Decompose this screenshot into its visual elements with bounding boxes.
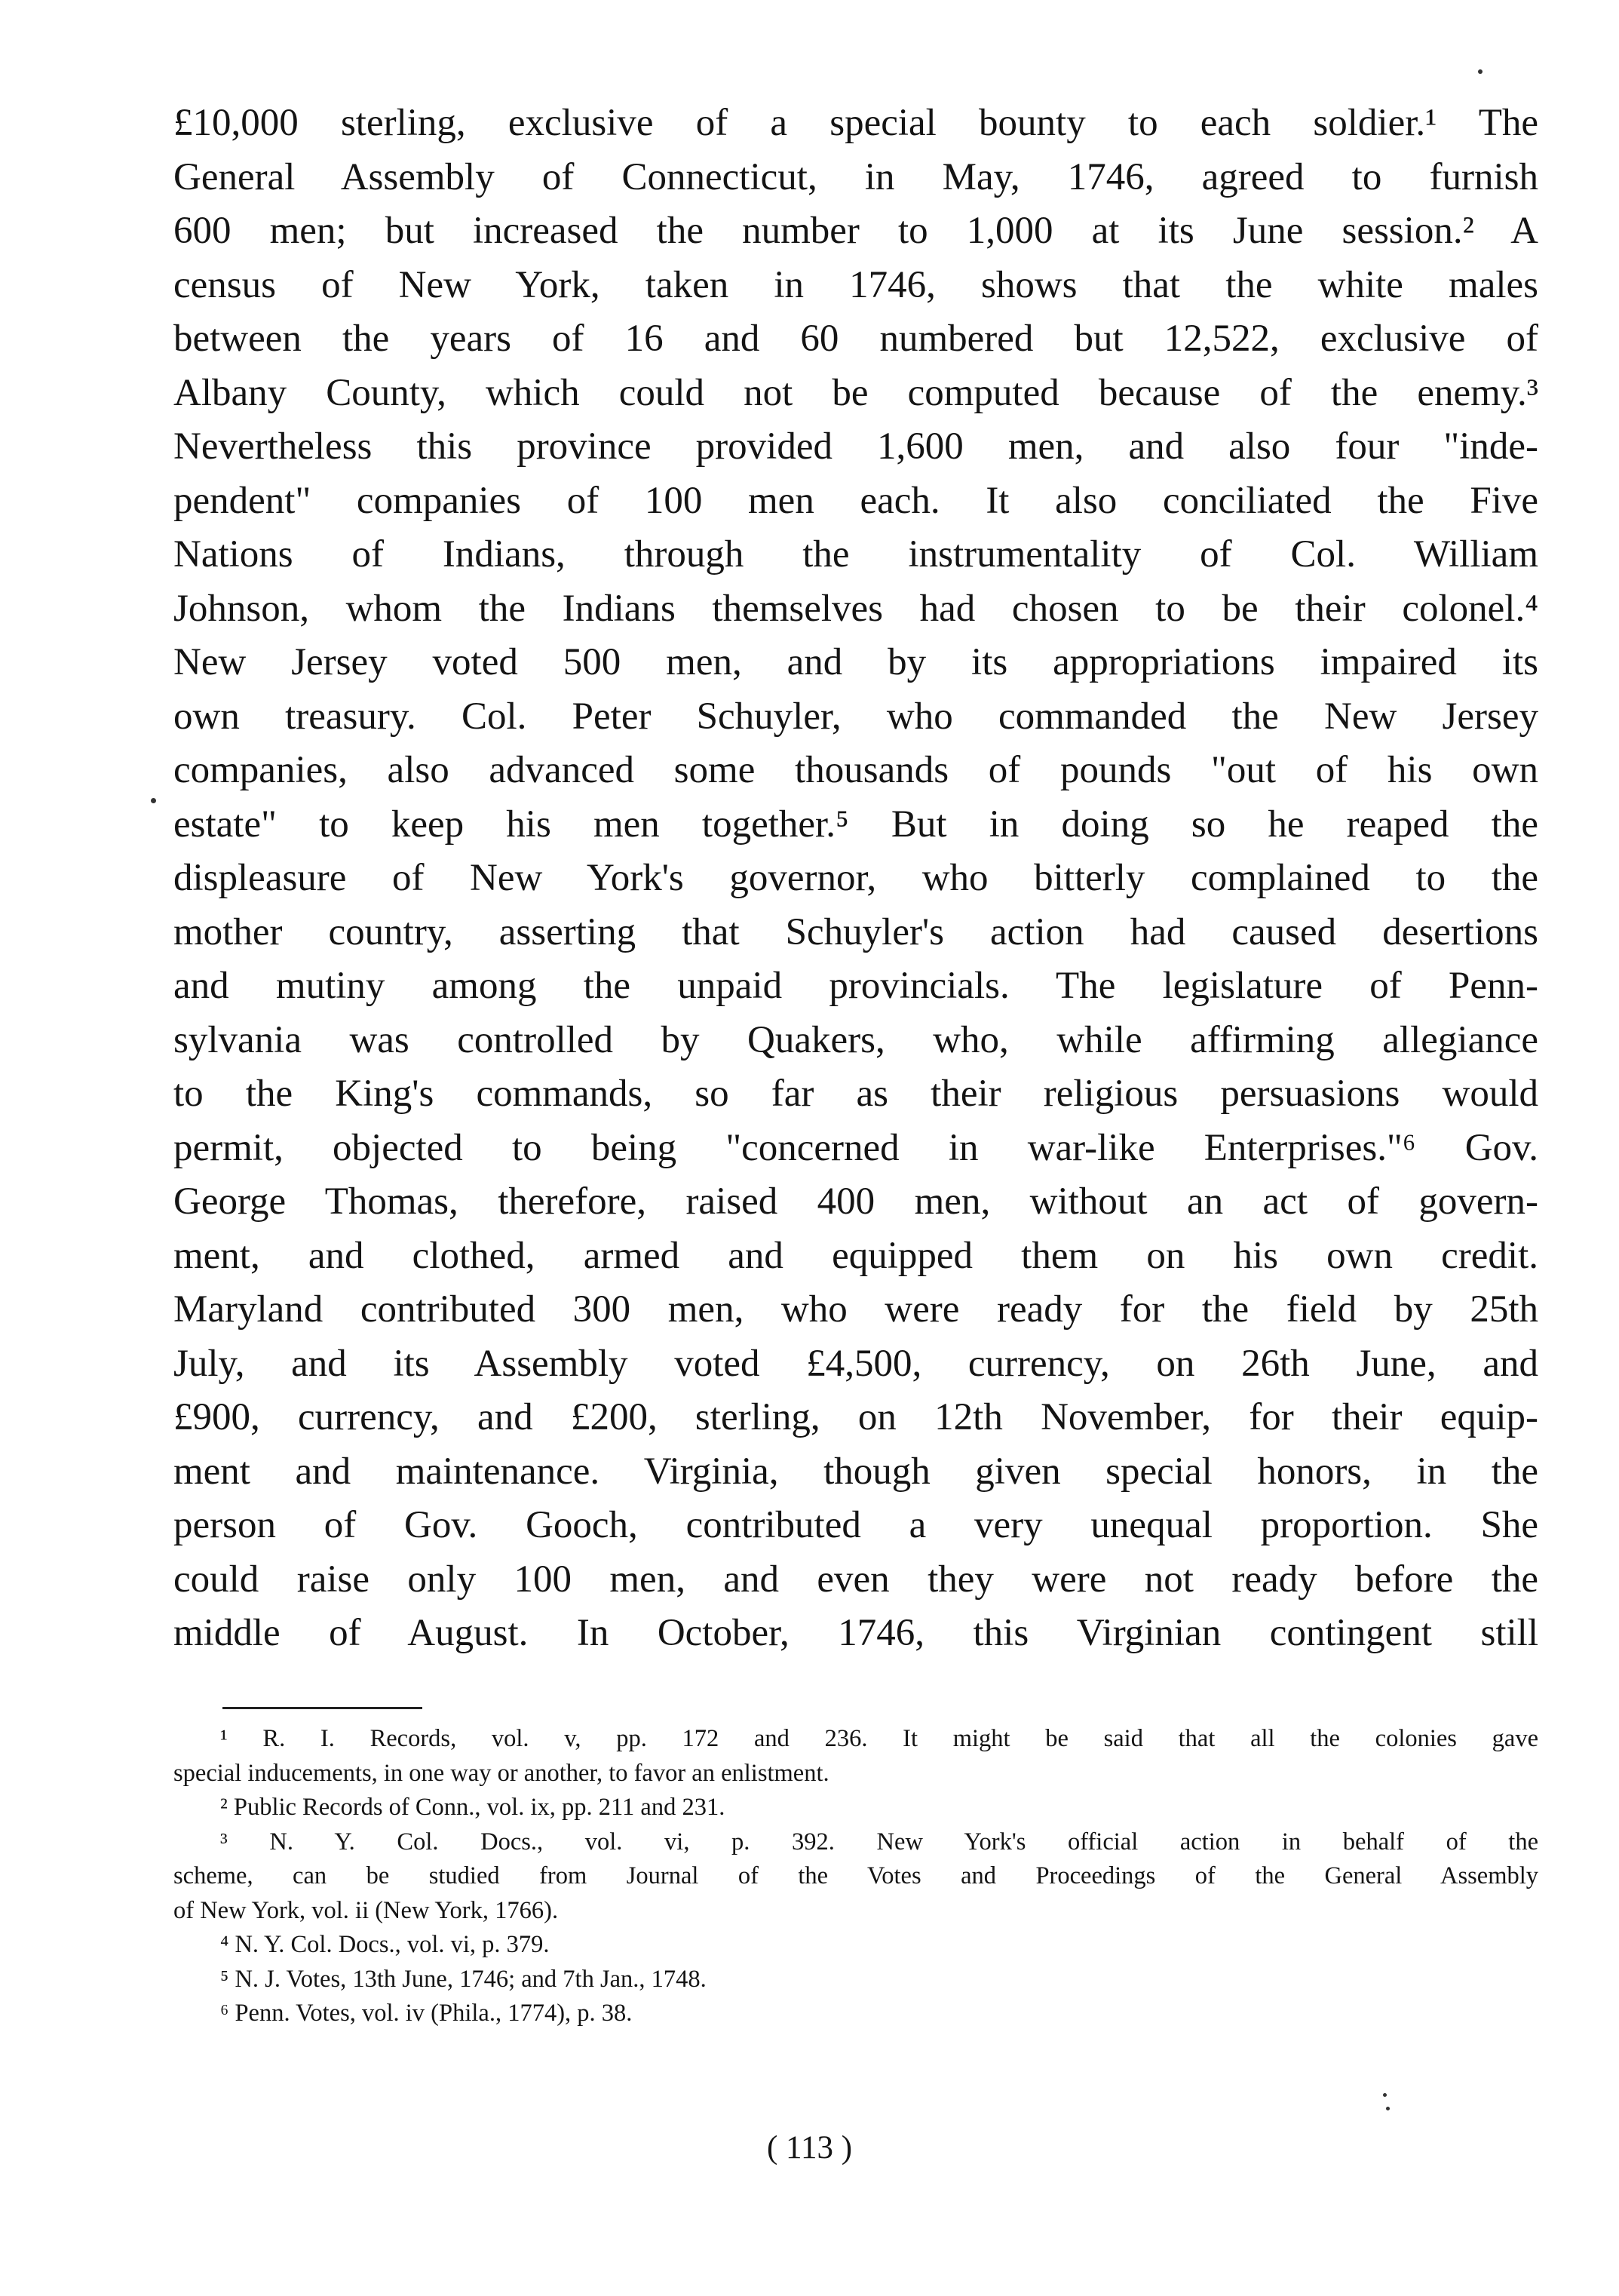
body-line: displeasure of New York's governor, who bitterly complained to the [173,857,1538,899]
body-line: permit, objected to being "concerned in war-like Enterprises."⁶ Gov. [173,1126,1538,1169]
body-line: Johnson, whom the Indians themselves had chosen to be their colonel.⁴ [173,587,1538,630]
body-line: July, and its Assembly voted £4,500, currency, on 26th June, and [173,1342,1538,1385]
body-line: could raise only 100 men, and even they were not ready before the [173,1558,1538,1601]
footnote-line: ⁶ Penn. Votes, vol. iv (Phila., 1774), p. 38. [220,2000,633,2027]
body-line: between the years of 16 and 60 numbered but 12,522, exclusive of [173,318,1538,360]
body-line: own treasury. Col. Peter Schuyler, who commanded the New Jersey [173,695,1538,738]
body-line: £900, currency, and £200, sterling, on 12th November, for their equip- [173,1396,1538,1438]
footnote-line: ⁴ N. Y. Col. Docs., vol. vi, p. 379. [220,1931,550,1958]
body-line: census of New York, taken in 1746, shows that the white males [173,263,1538,306]
footnotes [173,1722,1538,2031]
body-line: Albany County, which could not be computed because of the enemy.³ [173,371,1538,414]
body-line: George Thomas, therefore, raised 400 men, without an act of govern- [173,1180,1538,1223]
footnote-divider [222,1707,422,1709]
scan-speck [1386,2107,1390,2110]
body-line: person of Gov. Gooch, contributed a very unequal proportion. She [173,1504,1538,1546]
body-line: £10,000 sterling, exclusive of a special bounty to each soldier.¹ The [173,102,1538,144]
body-line: Nevertheless this province provided 1,600 men, and also four "inde- [173,425,1538,468]
body-line: Nations of Indians, through the instrumentality of Col. William [173,533,1538,576]
body-line: pendent" companies of 100 men each. It also conciliated the Five [173,479,1538,522]
body-line: middle of August. In October, 1746, this Virginian contingent still [173,1612,1538,1654]
body-line: to the King's commands, so far as their religious persuasions would [173,1073,1538,1115]
body-line: mother country, asserting that Schuyler's action had caused desertions [173,910,1538,953]
footnote-line: ¹ R. I. Records, vol. v, pp. 172 and 236. It might be said that all the colonies gave [220,1725,1538,1752]
footnote-line: special inducements, in one way or another, to favor an enlistment. [173,1759,829,1787]
footnote-line: ⁵ N. J. Votes, 13th June, 1746; and 7th Jan., 1748. [220,1965,707,1993]
body-text [173,97,1538,1661]
footnote-line: ³ N. Y. Col. Docs., vol. vi, p. 392. New York's official action in behalf of the [220,1828,1538,1856]
page-number: ( 113 ) [766,2130,853,2166]
body-line: and mutiny among the unpaid provincials. The legislature of Penn- [173,965,1538,1007]
body-line: 600 men; but increased the number to 1,000 at its June session.² A [173,210,1538,252]
footnote-line: ² Public Records of Conn., vol. ix, pp. 211 and 231. [220,1794,725,1821]
body-line: ment, and clothed, armed and equipped them on his own credit. [173,1234,1538,1277]
scan-speck [151,798,156,803]
footnote-line: of New York, vol. ii (New York, 1766). [173,1896,559,1924]
body-line: companies, also advanced some thousands of pounds "out of his own [173,749,1538,791]
body-line: General Assembly of Connecticut, in May, 1746, agreed to furnish [173,155,1538,198]
body-line: estate" to keep his men together.⁵ But in doing so he reaped the [173,803,1538,846]
footnote-line: scheme, can be studied from Journal of the Votes and Proceedings of the General Assembly [173,1862,1538,1889]
body-line: New Jersey voted 500 men, and by its appropriations impaired its [173,641,1538,683]
body-line: Maryland contributed 300 men, who were ready for the field by 25th [173,1288,1538,1331]
body-line: sylvania was controlled by Quakers, who, while affirming allegiance [173,1018,1538,1061]
scan-speck [1383,2093,1387,2097]
body-line: ment and maintenance. Virginia, though given special honors, in the [173,1450,1538,1493]
scan-speck [1478,69,1483,74]
